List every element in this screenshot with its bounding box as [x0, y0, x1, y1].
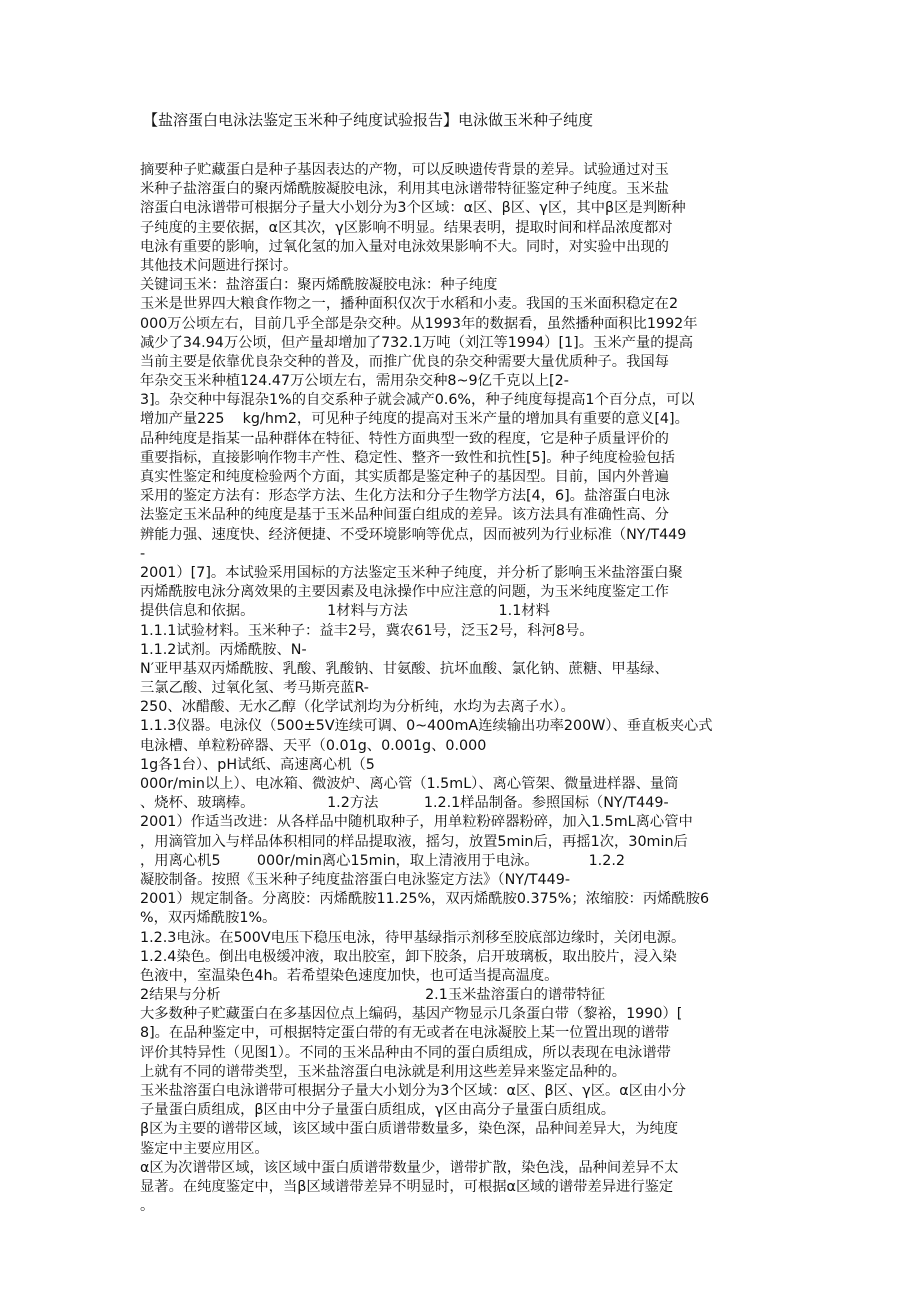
text-line: 1.1.2试剂。丙烯酰胺、N- [140, 641, 307, 658]
text-line: 年杂交玉米种植124.47万公顷左右，需用杂交种8~9亿千克以上[2- [140, 373, 569, 390]
text-line: ，用离心机5 000r/min离心15min，取上清液用于电泳。 1.2.2 [140, 852, 625, 869]
text-line: 丙烯酰胺电泳分离效果的主要因素及电泳操作中应注意的问题，为玉米纯度鉴定工作 [140, 584, 669, 601]
text-line: 2001）作适当改进：从各样品中随机取种子，用单粒粉碎器粉碎，加入1.5mL离心管中 [140, 814, 693, 831]
text-line: β区为主要的谱带区域，该区域中蛋白质谱带数量多，染色深，品种间差异大，为纯度 [140, 1121, 679, 1138]
text-line: N′亚甲基双丙烯酰胺、乳酸、乳酸钠、甘氨酸、抗坏血酸、氯化钠、蔗糖、甲基绿、 [140, 660, 669, 677]
text-line: 玉米是世界四大粮食作物之一，播种面积仅次于水稻和小麦。我国的玉米面积稳定在2 [140, 296, 679, 313]
text-line: 色液中，室温染色4h。若希望染色速度加快，也可适当提高温度。 [140, 967, 559, 984]
text-line: 2001）规定制备。分离胶：丙烯酰胺11.25%，双丙烯酰胺0.375%；浓缩胶：丙烯酰胺6 [140, 891, 710, 908]
document-body [140, 161, 785, 1216]
text-line: 3]。杂交种中每混杂1%的自交系种子就会减产0.6%，种子纯度每提高1个百分点，可以 [140, 392, 695, 409]
text-line: 电泳槽、单粒粉碎器、天平（0.01g、0.001g、0.000 [140, 737, 487, 754]
text-line: 子纯度的主要依据，α区其次，γ区影响不明显。结果表明，提取时间和样品浓度都对 [140, 219, 673, 236]
text-line: 1.1.1试验材料。玉米种子：益丰2号，冀农61号，泛玉2号，科河8号。 [140, 622, 594, 639]
text-line: ，用滴管加入与样品体积相同的样品提取液，摇匀，放置5min后，再摇1次，30min后 [140, 833, 688, 850]
text-line: 真实性鉴定和纯度检验两个方面，其实质都是鉴定种子的基因型。目前，国内外普遍 [140, 469, 669, 485]
text-line: 评价其特异性（见图1）。不同的玉米品种由不同的蛋白质组成，所以表现在电泳谱带 [140, 1044, 671, 1061]
document-title: 【盐溶蛋白电泳法鉴定玉米种子纯度试验报告】电泳做玉米种子纯度 [143, 111, 594, 129]
text-line: 提供信息和依据。 1材料与方法 1.1材料 [140, 603, 550, 620]
text-line: 250、冰醋酸、无水乙醇（化学试剂均为分析纯，水均为去离子水）。 [140, 699, 575, 716]
text-line: 鉴定中主要应用区。 [140, 1140, 269, 1157]
text-line: 其他技术问题进行探讨。 [140, 257, 298, 274]
text-line: 增加产量225 kg/hm2，可见种子纯度的提高对玉米产量的增加具有重要的意义[4]。 [140, 411, 689, 428]
text-line: 关键词玉米：盐溶蛋白：聚丙烯酰胺凝胶电泳：种子纯度 [140, 277, 498, 294]
text-line: 、烧杯、玻璃棒。 1.2方法 1.2.1样品制备。参照国标（NY/T449- [140, 795, 669, 812]
text-line: 000r/min以上）、电冰箱、微波炉、离心管（1.5mL）、离心管架、微量进样器、量筒 [140, 776, 679, 792]
text-line: 重要指标，直接影响作物丰产性、稳定性、整齐一致性和抗性[5]。种子纯度检验包括 [140, 449, 675, 466]
text-line: 2结果与分析 2.1玉米盐溶蛋白的谱带特征 [140, 987, 606, 1004]
text-line: 玉米盐溶蛋白电泳谱带可根据分子量大小划分为3个区域：α区、β区、γ区。α区由小分 [140, 1083, 686, 1099]
text-line: 1.1.3仪器。电泳仪（500±5V连续可调、0~400mA连续输出功率200W）、垂直板夹心式 [140, 718, 713, 735]
text-line: 大多数种子贮藏蛋白在多基因位点上编码，基因产物显示几条蛋白带（黎裕，1990）[ [140, 1006, 683, 1023]
text-line: 品种纯度是指某一品种群体在特征、特性方面典型一致的程度，它是种子质量评价的 [140, 430, 669, 447]
text-line: 摘要种子贮藏蛋白是种子基因表达的产物，可以反映遗传背景的差异。试验通过对玉 [140, 162, 669, 178]
text-line: 。 [140, 1198, 155, 1215]
text-line: 辨能力强、速度快、经济便捷、不受环境影响等优点，因而被列为行业标准（NY/T449 [140, 526, 687, 543]
text-line: 减少了34.94万公顷，但产量却增加了732.1万吨（刘江等1994）[1]。玉米产量的提高 [140, 334, 694, 351]
text-line: 米种子盐溶蛋白的聚丙烯酰胺凝胶电泳，利用其电泳谱带特征鉴定种子纯度。玉米盐 [140, 181, 669, 198]
text-line: 2001）[7]。本试验采用国标的方法鉴定玉米种子纯度，并分析了影响玉米盐溶蛋白聚 [140, 564, 683, 581]
text-line: %，双丙烯酰胺1%。 [140, 910, 277, 927]
text-line: 1.2.4染色。倒出电极缓冲液，取出胶室，卸下胶条，启开玻璃板，取出胶片，浸入染 [140, 948, 677, 965]
text-line: 子量蛋白质组成，β区由中分子量蛋白质组成，γ区由高分子量蛋白质组成。 [140, 1102, 616, 1119]
text-line: 三氯乙酸、过氧化氢、考马斯亮蓝R- [140, 680, 369, 697]
text-line: 采用的鉴定方法有：形态学方法、生化方法和分子生物学方法[4，6]。盐溶蛋白电泳 [140, 488, 670, 505]
text-line: α区为次谱带区域，该区域中蛋白质谱带数量少，谱带扩散，染色浅，品种间差异不太 [140, 1159, 679, 1176]
text-line: 溶蛋白电泳谱带可根据分子量大小划分为3个区域：α区、β区、γ区，其中β区是判断种 [140, 200, 686, 217]
text-line: 1.2.3电泳。在500V电压下稳压电泳，待甲基绿指示剂移至胶底部边缘时，关闭电源。 [140, 929, 686, 946]
text-line: 上就有不同的谱带类型，玉米盐溶蛋白电泳就是利用这些差异来鉴定品种的。 [140, 1063, 627, 1080]
text-line: 当前主要是依靠优良杂交种的普及，而推广优良的杂交种需要大量优质种子。我国每 [140, 353, 669, 370]
text-line: 法鉴定玉米品种的纯度是基于玉米品种间蛋白组成的差异。该方法具有准确性高、分 [140, 507, 669, 524]
text-line: 电泳有重要的影响，过氧化氢的加入量对电泳效果影响不大。同时，对实验中出现的 [140, 238, 669, 255]
text-line: 凝胶制备。按照《玉米种子纯度盐溶蛋白电泳鉴定方法》（NY/T449- [140, 871, 570, 888]
text-line: - [140, 545, 146, 562]
text-line: 显著。在纯度鉴定中，当β区域谱带差异不明显时，可根据α区域的谱带差异进行鉴定 [140, 1178, 674, 1195]
text-line: 000万公顷左右，目前几乎全部是杂交种。从1993年的数据看，虽然播种面积比1992年 [140, 315, 698, 332]
text-line: 1g各1台）、pH试纸、高速离心机（5 [140, 756, 375, 773]
text-line: 8]。在品种鉴定中，可根据特定蛋白带的有无或者在电泳凝胶上某一位置出现的谱带 [140, 1025, 670, 1042]
